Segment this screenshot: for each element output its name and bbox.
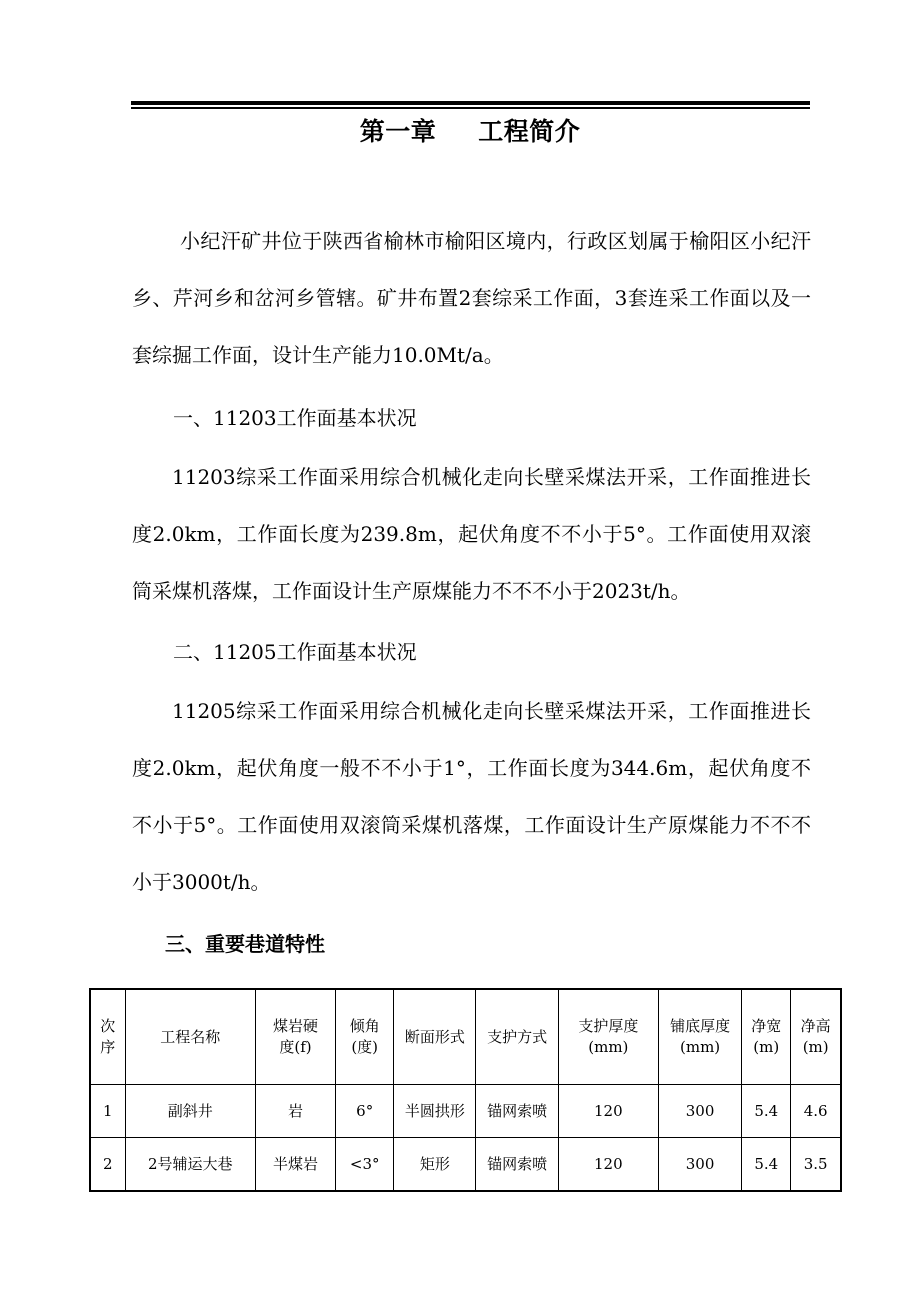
header-cell: 工程名称 <box>125 989 255 1085</box>
header-cell: 煤岩硬 度(f) <box>255 989 335 1085</box>
table-row <box>90 1138 841 1192</box>
section-2-body: 11205综采工作面采用综合机械化走向长壁采煤法开采，工作面推进长度2.0km，起伏角度一般不不小于1°，工作面长度为344.6m，起伏角度不不小于5°。工作面使用双滚筒采煤机落煤，工作面设计生产原煤能力不不不小于3000t/h。 <box>132 699 811 894</box>
chapter-name: 工程简介 <box>478 117 581 146</box>
header-cell: 断面形式 <box>394 989 476 1085</box>
table-cell: 120 <box>558 1138 658 1192</box>
table-cell: 锚网索喷 <box>476 1085 558 1138</box>
table-cell: 锚网索喷 <box>476 1138 558 1192</box>
table-cell: 矩形 <box>394 1138 476 1192</box>
intro-paragraph: 小纪汗矿井位于陕西省榆林市榆阳区境内，行政区划属于榆阳区小纪汗乡、芹河乡和岔河乡管辖。矿井布置2套综采工作面，3套连采工作面以及一套综掘工作面，设计生产能力10.0Mt/a。 <box>132 229 811 367</box>
table-cell: 120 <box>558 1085 658 1138</box>
header-cell: 净宽 (m) <box>742 989 791 1085</box>
chapter-number: 第一章 <box>359 117 437 146</box>
header-cell: 支护厚度 (mm) <box>558 989 658 1085</box>
section-1-body: 11203综采工作面采用综合机械化走向长壁采煤法开采，工作面推进长度2.0km，工作面长度为239.8m，起伏角度不不小于5°。工作面使用双滚筒采煤机落煤，工作面设计生产原煤能力不不不小于2023t/h。 <box>132 465 811 603</box>
table-cell: 3.5 <box>791 1138 841 1192</box>
section-2-heading: 二、11205工作面基本状况 <box>173 640 417 664</box>
table-row <box>90 1085 841 1138</box>
table-cell: 副斜井 <box>125 1085 255 1138</box>
table-cell: 5.4 <box>742 1085 791 1138</box>
table-cell: 300 <box>658 1085 741 1138</box>
top-rule-thick <box>131 101 810 105</box>
table-cell: 300 <box>658 1138 741 1192</box>
table-cell: 半煤岩 <box>255 1138 335 1192</box>
section-3-heading: 三、重要巷道特性 <box>165 932 325 956</box>
table-header-row <box>90 989 841 1085</box>
table-cell: 6° <box>336 1085 394 1138</box>
section-1-heading: 一、11203工作面基本状况 <box>173 406 417 430</box>
header-cell: 次 序 <box>90 989 125 1085</box>
chapter-title <box>0 112 920 148</box>
top-rule-thin <box>131 107 810 109</box>
roadway-spec-table <box>89 988 842 1192</box>
table-cell: 5.4 <box>742 1138 791 1192</box>
table-cell: 2 <box>90 1138 125 1192</box>
table-cell: 4.6 <box>791 1085 841 1138</box>
table-cell: 2号辅运大巷 <box>125 1138 255 1192</box>
header-cell: 倾角 (度) <box>336 989 394 1085</box>
header-cell: 支护方式 <box>476 989 558 1085</box>
table-cell: <3° <box>336 1138 394 1192</box>
table-cell: 半圆拱形 <box>394 1085 476 1138</box>
header-cell: 净高 (m) <box>791 989 841 1085</box>
table-cell: 1 <box>90 1085 125 1138</box>
table-cell: 岩 <box>255 1085 335 1138</box>
header-cell: 铺底厚度 (mm) <box>658 989 741 1085</box>
